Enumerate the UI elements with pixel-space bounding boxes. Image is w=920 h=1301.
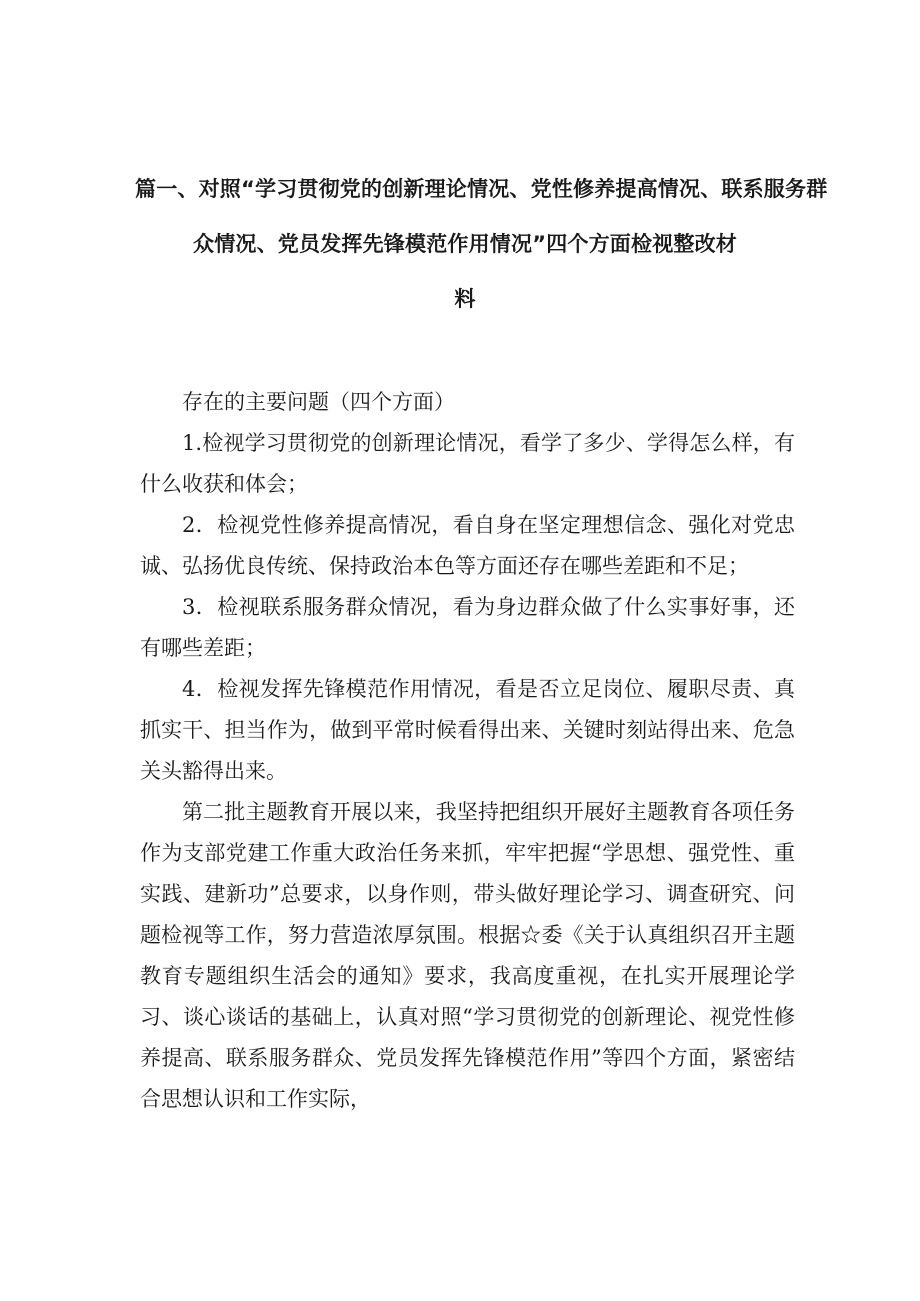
- section-heading-main-problems: 存在的主要问题（四个方面）: [182, 390, 455, 414]
- title-line-2: 众情况、党员发挥先锋模范作用情况”四个方面检视整改材: [193, 232, 737, 256]
- paragraph-item-1: 1.检视学习贯彻党的创新理论情况，看学了多少、学得怎么样，有什么收获和体会；: [140, 431, 795, 496]
- document-title: [135, 162, 828, 327]
- title-line-1: 篇一、对照“学习贯彻党的创新理论情况、党性修养提高情况、联系服务群: [135, 177, 828, 201]
- paragraph-item-2: 2．检视党性修养提高情况，看自身在坚定理想信念、强化对党忠诚、弘扬优良传统、保持政治本色等方面还存在哪些差距和不足；: [140, 513, 795, 578]
- document-body: [140, 382, 795, 1120]
- paragraph-item-4: 4．检视发挥先锋模范作用情况，看是否立足岗位、履职尽责、真抓实干、担当作为，做到平常时候看得出来、关键时刻站得出来、危急关头豁得出来。: [140, 677, 795, 783]
- paragraph-item-3: 3．检视联系服务群众情况，看为身边群众做了什么实事好事，还有哪些差距；: [140, 595, 795, 660]
- paragraph-body-intro: 第二批主题教育开展以来，我坚持把组织开展好主题教育各项任务作为支部党建工作重大政治任务来抓，牢牢把握“学思想、强党性、重实践、建新功”总要求，以身作则，带头做好理论学习、调查研究、问题检视等工作，努力营造浓厚氛围。根据☆委《关于认真组织召开主题教育专题组织生活会的通知》要求，我高度重视，在扎实开展理论学习、谈心谈话的基础上，认真对照“学习贯彻党的创新理论、视党性修养提高、联系服务群众、党员发挥先锋模范作用”等四个方面，紧密结合思想认识和工作实际，: [140, 800, 795, 1111]
- title-line-3: 料: [454, 287, 476, 311]
